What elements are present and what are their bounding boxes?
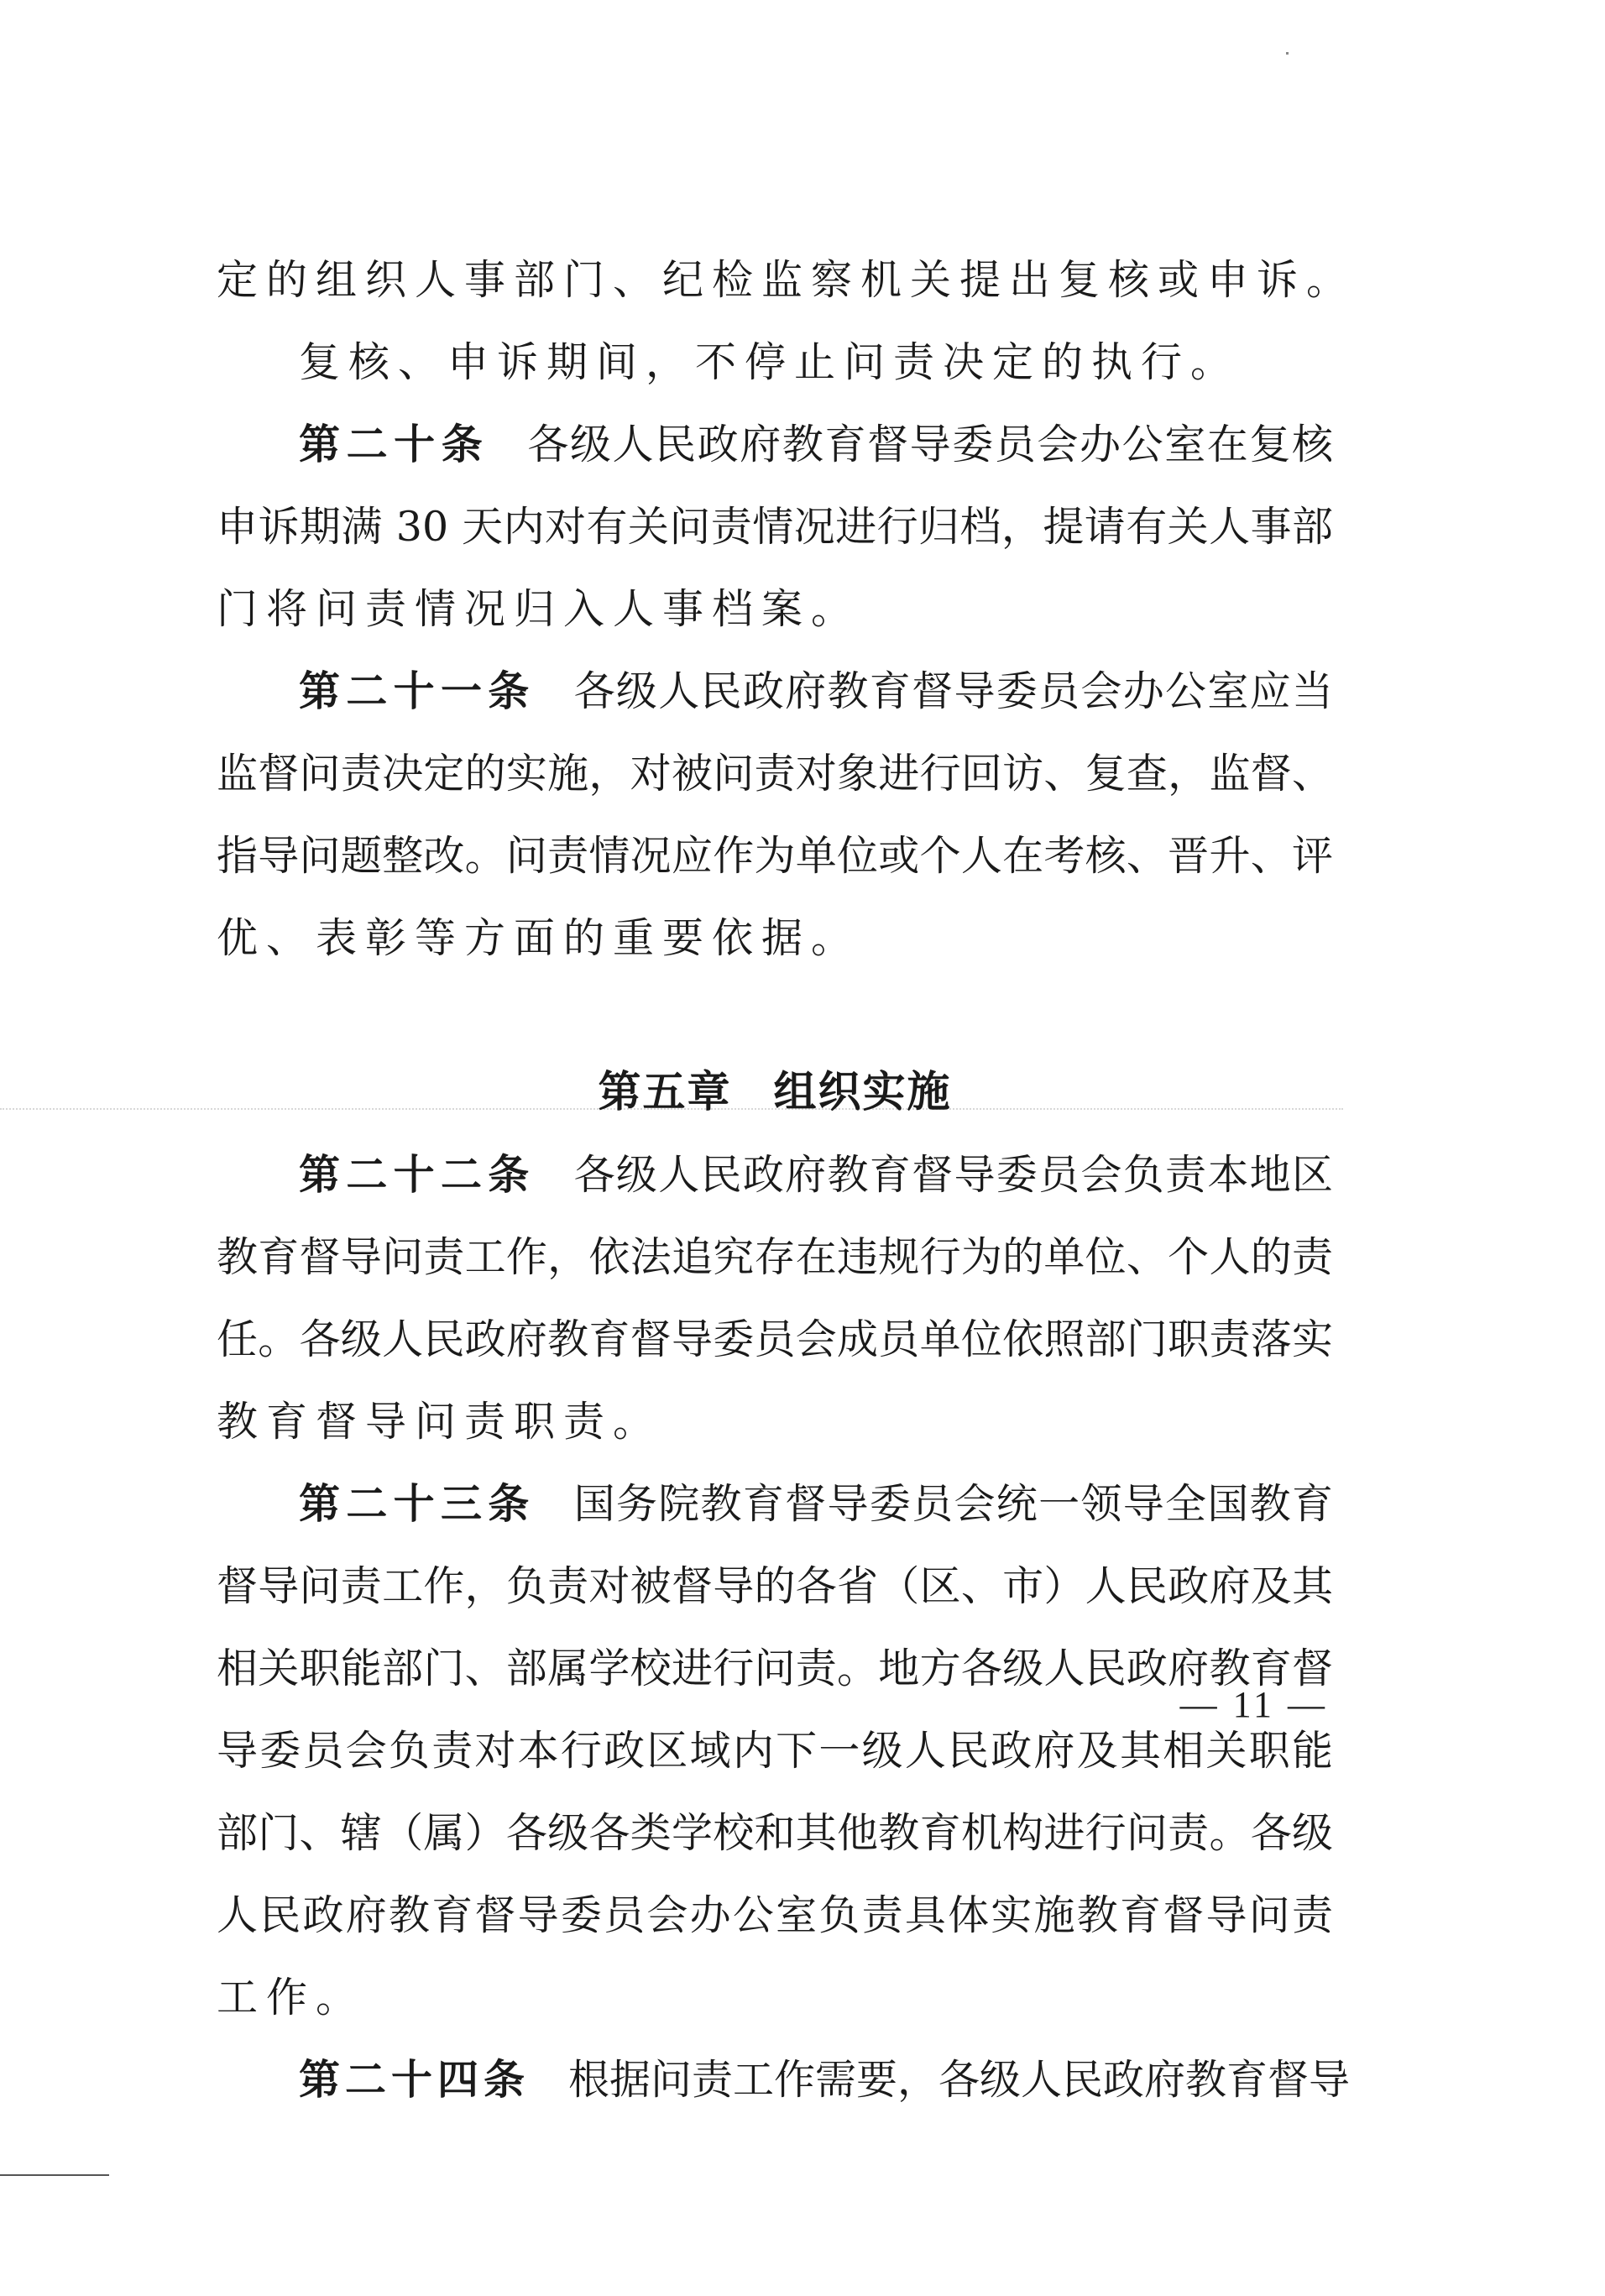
scan-speck — [1286, 52, 1289, 55]
chapter-number: 第五章 — [598, 1068, 732, 1117]
scan-edge-mark — [0, 2174, 109, 2176]
text-line: 督导问责工作，负责对被督导的各省（区、市）人民政府及其 — [217, 1562, 1333, 1610]
text-segment: 国务院教育督导委员会统一领导全国教育 — [573, 1480, 1333, 1528]
article-first-line — [217, 1134, 1333, 1216]
chapter-title: 组织实施 — [773, 1068, 952, 1117]
text-line: 工作。 — [217, 1974, 366, 2021]
text-segment: 各级人民政府教育督导委员会负责本地区 — [573, 1151, 1333, 1199]
article-heading: 第二十二条 — [299, 1151, 536, 1199]
text-line: 监督问责决定的实施，对被问责对象进行回访、复查，监督、 — [217, 750, 1333, 798]
text-line: 教育督导问责职责。 — [217, 1398, 663, 1446]
text-line: 相关职能部门、部属学校进行问责。地方各级人民政府教育督 — [217, 1645, 1333, 1692]
text-segment: 各级人民政府教育督导委员会办公室在复核 — [527, 421, 1333, 468]
text-line: 门将问责情况归入人事档案。 — [217, 585, 861, 633]
document-body — [217, 239, 1357, 2121]
text-line: 优、表彰等方面的重要依据。 — [217, 914, 861, 962]
chapter-heading — [217, 1052, 1333, 1134]
text-line: 复核、申诉期间，不停止问责决定的执行。 — [299, 338, 1241, 386]
text-line: 任。各级人民政府教育督导委员会成员单位依照部门职责落实 — [217, 1315, 1333, 1363]
article-first-line — [217, 404, 1333, 486]
spacer — [217, 980, 1333, 1052]
text-line: 申诉期满 30 天内对有关问责情况进行归档，提请有关人事部 — [217, 503, 1333, 551]
text-line: 定的组织人事部门、纪检监察机关提出复核或申诉。 — [217, 256, 1357, 304]
article-heading: 第二十条 — [299, 421, 489, 468]
text-segment: 根据问责工作需要，各级人民政府教育督导 — [568, 2056, 1351, 2104]
article-first-line — [217, 1463, 1333, 1545]
text-line: 指导问题整改。问责情况应作为单位或个人在考核、晋升、评 — [217, 832, 1333, 880]
text-line: 教育督导问责工作，依法追究存在违规行为的单位、个人的责 — [217, 1233, 1333, 1281]
article-heading: 第二十三条 — [299, 1480, 536, 1528]
article-heading: 第二十一条 — [299, 667, 536, 715]
text-line: 部门、辖（属）各级各类学校和其他教育机构进行问责。各级 — [217, 1809, 1333, 1857]
text-line: 人民政府教育督导委员会办公室负责具体实施教育督导问责 — [217, 1891, 1333, 1939]
text-line: 导委员会负责对本行政区域内下一级人民政府及其相关职能 — [217, 1727, 1333, 1775]
article-heading: 第二十四条 — [299, 2056, 531, 2104]
article-first-line — [217, 2039, 1351, 2121]
article-first-line — [217, 651, 1333, 733]
page-number: — 11 — — [1179, 1684, 1328, 1725]
text-segment: 各级人民政府教育督导委员会办公室应当 — [573, 667, 1333, 715]
